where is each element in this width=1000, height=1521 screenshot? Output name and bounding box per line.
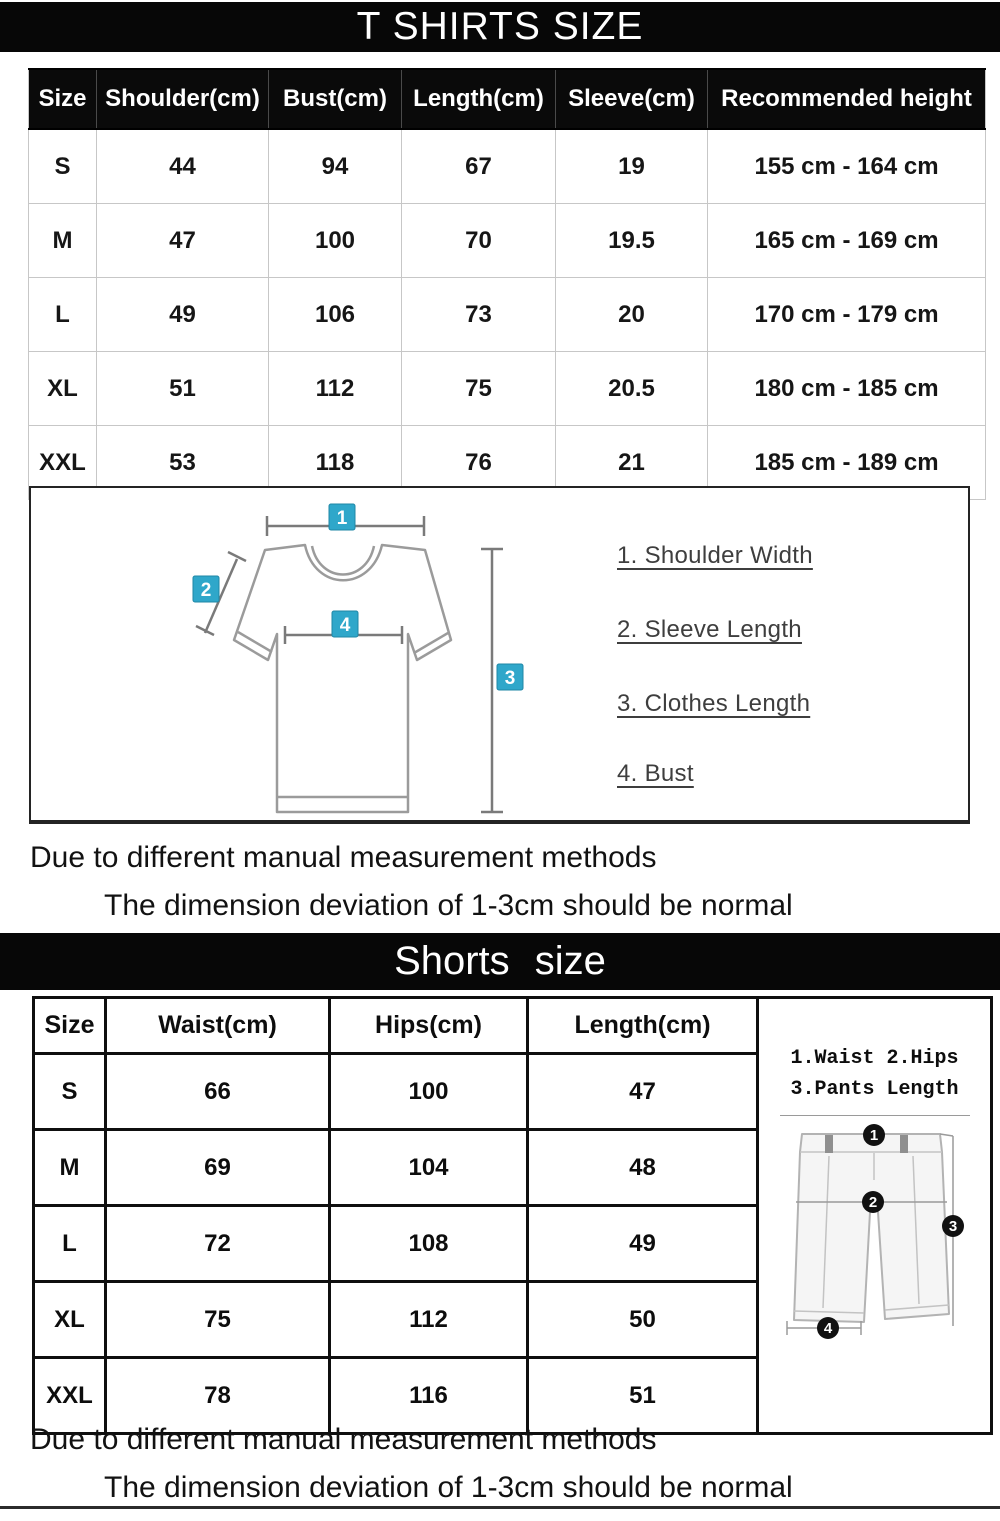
marker-3-number: 3 [504,668,516,689]
cell-length: 47 [528,1054,758,1130]
tshirt-body-path [234,545,451,812]
cell-size: M [29,204,97,278]
cell-bust: 94 [269,129,402,204]
cell-length: 49 [528,1206,758,1282]
shorts-outline [794,1134,949,1322]
cell-shoulder: 47 [97,204,269,278]
cell-shoulder: 44 [97,129,269,204]
shorts-marker-2-number: 2 [868,1194,877,1211]
cell-sleeve: 19.5 [556,204,708,278]
header-cell-length: Length(cm) [528,998,758,1054]
cell-size: L [29,278,97,352]
tshirt-table-header-row [29,69,986,129]
cell-length: 50 [528,1282,758,1358]
cell-shoulder: 51 [97,352,269,426]
cell-height-range: 180 cm - 185 cm [708,352,986,426]
cell-length: 73 [402,278,556,352]
cell-length: 48 [528,1130,758,1206]
tshirt-size-banner [0,2,1000,52]
cell-height-range: 185 cm - 189 cm [708,426,986,500]
shorts-measure-diagram [758,998,992,1434]
table-row-s [29,129,986,204]
legend-sleeve-length: 2. Sleeve Length [617,616,802,643]
shorts-size-banner [0,933,1000,990]
cell-length: 75 [402,352,556,426]
cell-waist: 66 [106,1054,330,1130]
cell-height-range: 155 cm - 164 cm [708,129,986,204]
cell-size: XXL [34,1358,106,1434]
cell-size: S [29,129,97,204]
disclaimer-line-2: The dimension deviation of 1-3cm should be normal [104,889,793,922]
cell-height-range: 165 cm - 169 cm [708,204,986,278]
cell-hips: 100 [330,1054,528,1130]
tshirt-diagram-svg [31,488,968,820]
legend-shoulder-width: 1. Shoulder Width [617,542,813,569]
cell-size: M [34,1130,106,1206]
marker-2-number: 2 [200,580,212,601]
header-cell-sleeve: Sleeve(cm) [556,69,708,129]
table-row-m [29,204,986,278]
cell-size: XL [29,352,97,426]
belt-loop-right [900,1135,908,1153]
cell-length: 51 [528,1358,758,1434]
bottom-border-line [0,1506,1000,1509]
cell-waist: 69 [106,1130,330,1206]
cell-hips: 108 [330,1206,528,1282]
cell-sleeve: 19 [556,129,708,204]
cell-sleeve: 21 [556,426,708,500]
shorts-body-path [794,1134,949,1322]
cell-bust: 118 [269,426,402,500]
cell-hips: 112 [330,1282,528,1358]
cell-size: XL [34,1282,106,1358]
shorts-diagram-svg [761,1120,989,1355]
cell-size: S [34,1054,106,1130]
left-cuff-line [238,632,272,652]
legend-clothes-length: 3. Clothes Length [617,690,811,717]
disclaimer-line-2: The dimension deviation of 1-3cm should be normal [104,1471,793,1504]
cell-waist: 75 [106,1282,330,1358]
cell-length: 67 [402,129,556,204]
cell-waist: 78 [106,1358,330,1434]
tshirt-banner-title: T SHIRTS SIZE [356,5,644,48]
header-cell-size: Size [34,998,106,1054]
cell-length: 70 [402,204,556,278]
shorts-label-line-1: 1.Waist 2.Hips [790,1047,959,1070]
diagram-markers [193,504,523,690]
cell-size: XXL [29,426,97,500]
cell-hips: 116 [330,1358,528,1434]
cell-length: 76 [402,426,556,500]
shorts-table-header-row [34,998,992,1054]
disclaimer-line-1: Due to different manual measurement methods [30,1423,657,1456]
header-cell-length: Length(cm) [402,69,556,129]
shorts-banner-title: Shorts size [394,939,606,983]
shorts-marker-3-number: 3 [948,1218,957,1235]
disclaimer-line-1: Due to different manual measurement methods [30,841,657,874]
header-cell-waist: Waist(cm) [106,998,330,1054]
collar-inner-line [312,546,374,575]
cell-height-range: 170 cm - 179 cm [708,278,986,352]
legend-bust: 4. Bust [617,760,694,787]
header-cell-hips: Hips(cm) [330,998,528,1054]
right-cuff-line [414,633,448,653]
shorts-size-table [32,996,993,1435]
header-cell-shoulder: Shoulder(cm) [97,69,269,129]
belt-loop-left [825,1135,833,1153]
shorts-marker-1-number: 1 [869,1127,878,1144]
header-cell-bust: Bust(cm) [269,69,402,129]
cell-shoulder: 53 [97,426,269,500]
marker-1-number: 1 [336,508,348,529]
cell-sleeve: 20.5 [556,352,708,426]
cell-shoulder: 49 [97,278,269,352]
shorts-label-line-2: 3.Pants Length [790,1078,959,1101]
table-row-l [29,278,986,352]
shorts-marker-4-number: 4 [823,1320,832,1337]
cell-hips: 104 [330,1130,528,1206]
cell-size: L [34,1206,106,1282]
header-cell-size: Size [29,69,97,129]
dimension-lines [196,516,503,812]
header-cell-recommended-height: Recommended height [708,69,986,129]
cell-bust: 100 [269,204,402,278]
tshirt-outline [234,545,451,812]
table-row-xl [29,352,986,426]
cell-waist: 72 [106,1206,330,1282]
marker-4-number: 4 [339,615,351,636]
shorts-diagram-labels [759,1043,990,1105]
label-divider-line [780,1115,970,1116]
cell-bust: 112 [269,352,402,426]
cell-sleeve: 20 [556,278,708,352]
tshirt-measure-diagram [29,486,970,824]
cell-bust: 106 [269,278,402,352]
tshirt-size-table [28,68,986,500]
